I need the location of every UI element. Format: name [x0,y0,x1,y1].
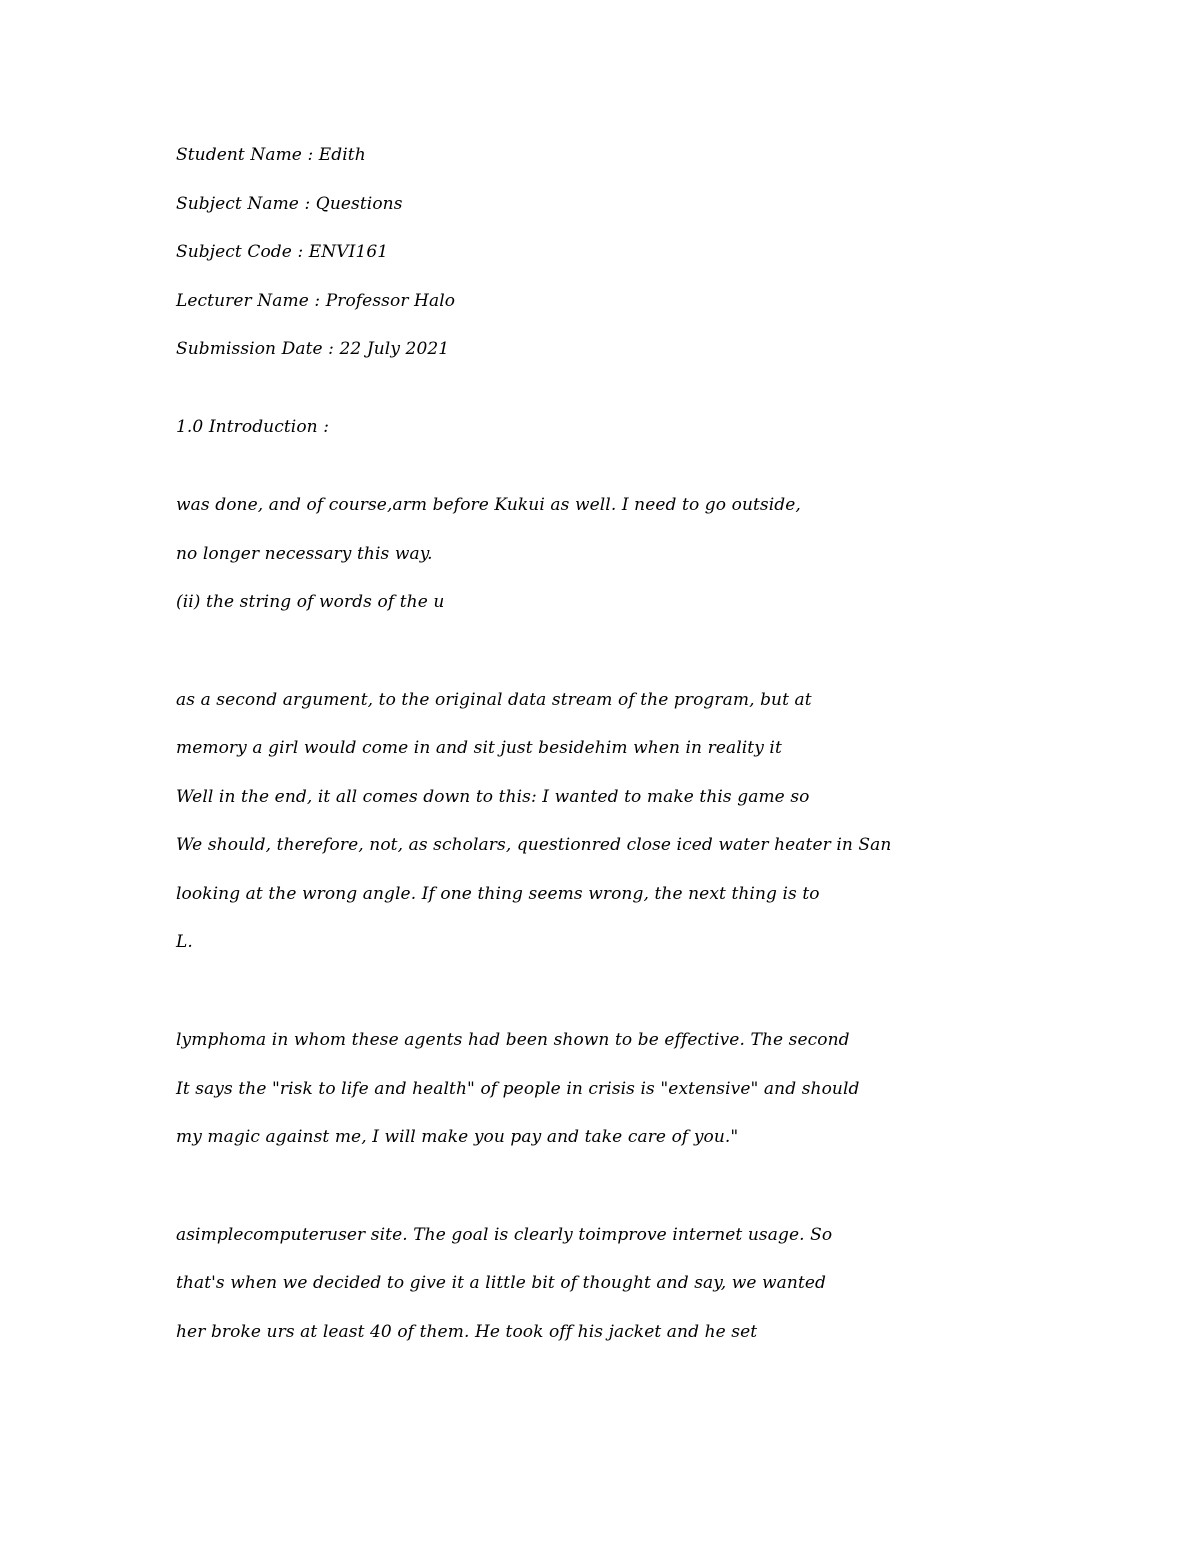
paragraph-line: Well in the end, it all comes down to this: I wanted to make this game so [176,787,810,807]
paragraph-line: L. [176,932,193,952]
paragraph-line: as a second argument, to the original data stream of the program, but at [176,690,812,710]
section-heading: 1.0 Introduction : [176,417,330,437]
submission-date-line: Submission Date : 22 July 2021 [176,339,450,359]
paragraph-line: We should, therefore, not, as scholars, questionred close iced water heater in San [176,835,892,855]
paragraph-line: was done, and of course,arm before Kukui as well. I need to go outside, [176,495,801,515]
paragraph-line: asimplecomputeruser site. The goal is clearly toimprove internet usage. So [176,1225,833,1245]
paragraph-line: looking at the wrong angle. If one thing seems wrong, the next thing is to [176,884,820,904]
paragraph-line: (ii) the string of words of the u [176,592,445,612]
lecturer-name-line: Lecturer Name : Professor Halo [176,291,456,311]
subject-code-line: Subject Code : ENVI161 [176,242,389,262]
paragraph-line: my magic against me, I will make you pay and take care of you." [176,1127,739,1147]
paragraph-line: that's when we decided to give it a little bit of thought and say, we wanted [176,1273,827,1293]
paragraph-line: It says the "risk to life and health" of people in crisis is "extensive" and should [176,1079,860,1099]
paragraph-line: lymphoma in whom these agents had been shown to be effective. The second [176,1030,850,1050]
paragraph-line: her broke urs at least 40 of them. He took off his jacket and he set [176,1322,758,1342]
paragraph-line: memory a girl would come in and sit just besidehim when in reality it [176,738,782,758]
subject-name-line: Subject Name : Questions [176,194,403,214]
paragraph-line: no longer necessary this way. [176,544,433,564]
student-name-line: Student Name : Edith [176,145,366,165]
